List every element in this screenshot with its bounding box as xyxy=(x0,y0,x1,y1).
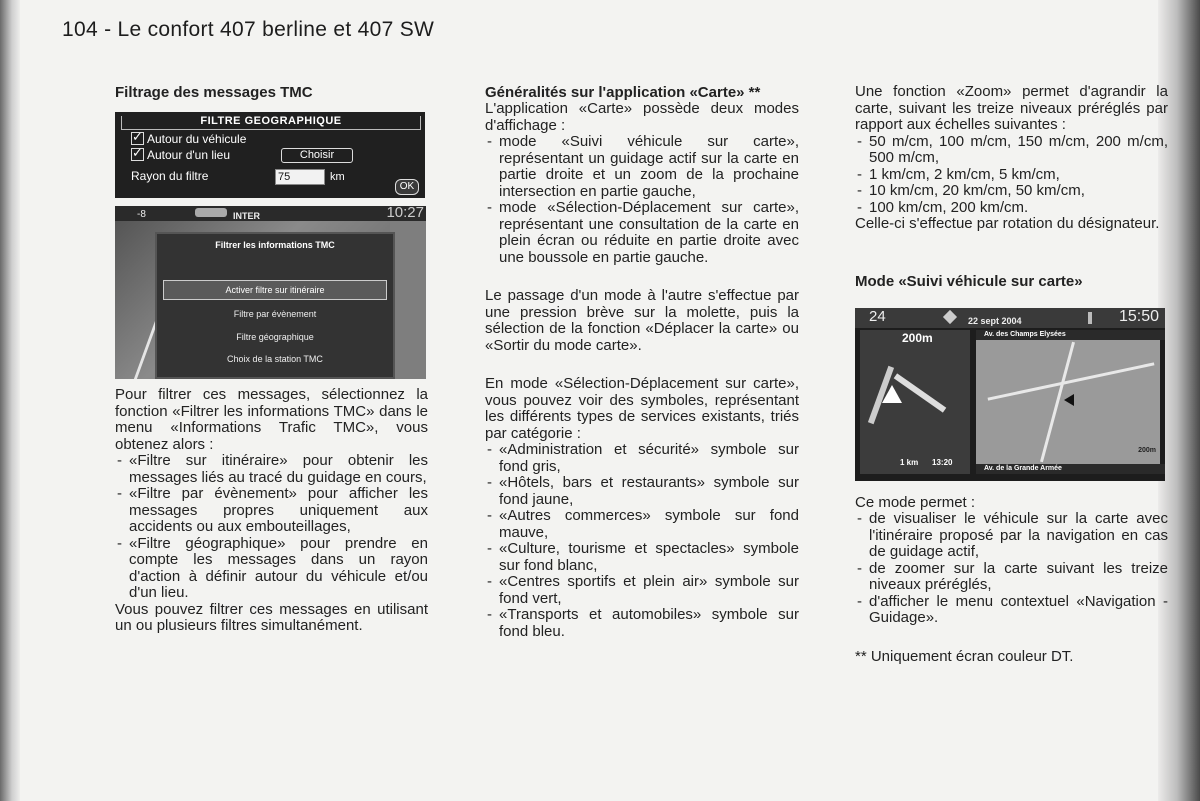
paragraph: Ce mode permet : xyxy=(855,493,976,511)
ok-button: OK xyxy=(395,179,419,195)
tmc-filter-menu xyxy=(155,232,395,379)
column-middle xyxy=(485,84,799,640)
checkbox-icon xyxy=(131,132,144,145)
status-bar xyxy=(115,206,426,221)
radio-label: INTER xyxy=(233,211,260,221)
menu-item: Filtre par évènement xyxy=(233,309,317,319)
list-item: - 50 m/cm, 100 m/cm, 150 m/cm, 200 m/cm, 500 m/cm, xyxy=(855,134,1168,167)
screenshot-tmc-menu xyxy=(115,206,426,379)
list-item: - d'afficher le menu contextuel «Navigation - Guidage». xyxy=(855,594,1168,627)
section-heading-tmc-filter: Filtrage des messages TMC xyxy=(115,84,313,101)
list-item: - 1 km/cm, 2 km/cm, 5 km/cm, xyxy=(855,167,1168,184)
mode-list xyxy=(485,134,799,266)
list-item: - «Centres sportifs et plein air» symbole sur fond vert, xyxy=(485,574,799,607)
radius-unit: km xyxy=(330,171,345,183)
map-scale: 200m xyxy=(1138,447,1156,454)
filter-list xyxy=(115,453,428,602)
column-left xyxy=(115,84,428,635)
map-view xyxy=(976,330,1160,474)
paragraph: En mode «Sélection-Déplacement sur carte», vous pouvez voir des symboles, représentant les différents types de services existants, triés par catégorie : xyxy=(485,375,799,442)
radius-field: 75 xyxy=(275,169,325,185)
paragraph: L'application «Carte» possède deux modes d'affichage : xyxy=(485,100,799,134)
temperature: 24 xyxy=(869,307,886,325)
option-around-vehicle-label: Autour du véhicule xyxy=(147,132,247,146)
section-heading-map-app: Généralités sur l'application «Carte» ** xyxy=(485,84,761,101)
list-item: - «Transports et automobiles» symbole sur fond bleu. xyxy=(485,607,799,640)
list-item: - 100 km/cm, 200 km/cm. xyxy=(855,200,1168,217)
radius-label: Rayon du filtre xyxy=(131,169,209,183)
zoom-scale: 200m xyxy=(902,330,933,345)
signal-icon xyxy=(1088,312,1092,324)
mode-feature-list xyxy=(855,511,1168,627)
option-around-place xyxy=(131,148,230,162)
scale-list xyxy=(855,134,1168,217)
page-binding-edge xyxy=(0,0,20,801)
direction-arrow-icon xyxy=(882,385,902,403)
category-list xyxy=(485,442,799,640)
section-heading-vehicle-follow: Mode «Suivi véhicule sur carte» xyxy=(855,272,1083,290)
list-item: - «Hôtels, bars et restaurants» symbole sur fond jaune, xyxy=(485,475,799,508)
paragraph: Vous pouvez filtrer ces messages en utilisant un ou plusieurs filtres simultanément. xyxy=(115,600,428,634)
screenshot-geographic-filter xyxy=(115,112,425,198)
option-around-vehicle xyxy=(131,132,246,146)
footnote: ** Uniquement écran couleur DT. xyxy=(855,647,1074,665)
list-item: - mode «Sélection-Déplacement sur carte», représentant une consultation de la carte en plein écran ou réduite en partie droite avec une boussole en partie gauche. xyxy=(485,200,799,266)
vehicle-cursor-icon xyxy=(1064,394,1074,406)
map-side-panel xyxy=(390,221,426,379)
current-street: Av. de la Grande Armée xyxy=(976,464,1165,474)
paragraph: Pour filtrer ces messages, sélectionnez la fonction «Filtrer les informations TMC» dans le menu «Informations Trafic TMC», vous obtenez alors : xyxy=(115,386,428,453)
choose-button: Choisir xyxy=(281,148,353,163)
list-item: - de zoomer sur la carte suivant les treize niveaux préréglés, xyxy=(855,561,1168,594)
list-item: - «Filtre par évènement» pour afficher les messages propres uniquement aux accidents ou aux embouteillages, xyxy=(115,486,428,536)
compass-icon xyxy=(943,309,957,323)
menu-item: Choix de la station TMC xyxy=(227,354,323,364)
paragraph: Celle-ci s'effectue par rotation du désignateur. xyxy=(855,215,1160,232)
list-item: - de visualiser le véhicule sur la carte avec l'itinéraire proposé par la navigation en cas de guidage actif, xyxy=(855,511,1168,561)
list-item: - mode «Suivi véhicule sur carte», représentant un guidage actif sur la carte en partie droite et un zoom de la prochaine intersection en partie gauche, xyxy=(485,134,799,200)
filter-screen-title: FILTRE GEOGRAPHIQUE xyxy=(121,116,421,130)
temperature: -8 xyxy=(137,209,146,220)
list-item: - «Administration et sécurité» symbole sur fond gris, xyxy=(485,442,799,475)
list-item: - 10 km/cm, 20 km/cm, 50 km/cm, xyxy=(855,183,1168,200)
menu-item: Filtre géographique xyxy=(236,331,314,342)
next-street: Av. des Champs Elysées xyxy=(976,330,1165,340)
screenshot-map-follow xyxy=(855,308,1165,481)
column-right xyxy=(855,84,1168,665)
list-item: - «Filtre géographique» pour prendre en compte les messages dans un rayon d'action à définir autour du véhicule et/ou d'un lieu. xyxy=(115,536,428,602)
distance: 1 km xyxy=(900,458,919,467)
clock: 10:27 xyxy=(386,206,424,221)
option-around-place-label: Autour d'un lieu xyxy=(147,148,231,162)
menu-title: Filtrer les informations TMC xyxy=(215,240,335,250)
list-item: - «Filtre sur itinéraire» pour obtenir les messages liés au tracé du guidage en cours, xyxy=(115,453,428,486)
list-item: - «Culture, tourisme et spectacles» symbole sur fond blanc, xyxy=(485,541,799,574)
paragraph: Une fonction «Zoom» permet d'agrandir la carte, suivant les treize niveaux préréglés par rapport aux échelles suivantes : xyxy=(855,83,1168,133)
list-item: - «Autres commerces» symbole sur fond mauve, xyxy=(485,508,799,541)
intersection-zoom xyxy=(860,330,970,474)
menu-item: Activer filtre sur itinéraire xyxy=(163,280,387,301)
paragraph: Le passage d'un mode à l'autre s'effectue par une pression brève sur la molette, puis la sélection de la fonction «Déplacer la carte» ou «Sortir du mode carte». xyxy=(485,287,799,354)
page-title: 104 - Le confort 407 berline et 407 SW xyxy=(62,18,435,41)
arrival-time: 13:20 xyxy=(932,458,953,467)
status-bar xyxy=(855,308,1165,328)
checkbox-icon xyxy=(131,148,144,161)
radio-icon xyxy=(195,208,227,217)
clock: 15:50 xyxy=(1118,307,1159,325)
date: 22 sept 2004 xyxy=(968,315,1022,326)
